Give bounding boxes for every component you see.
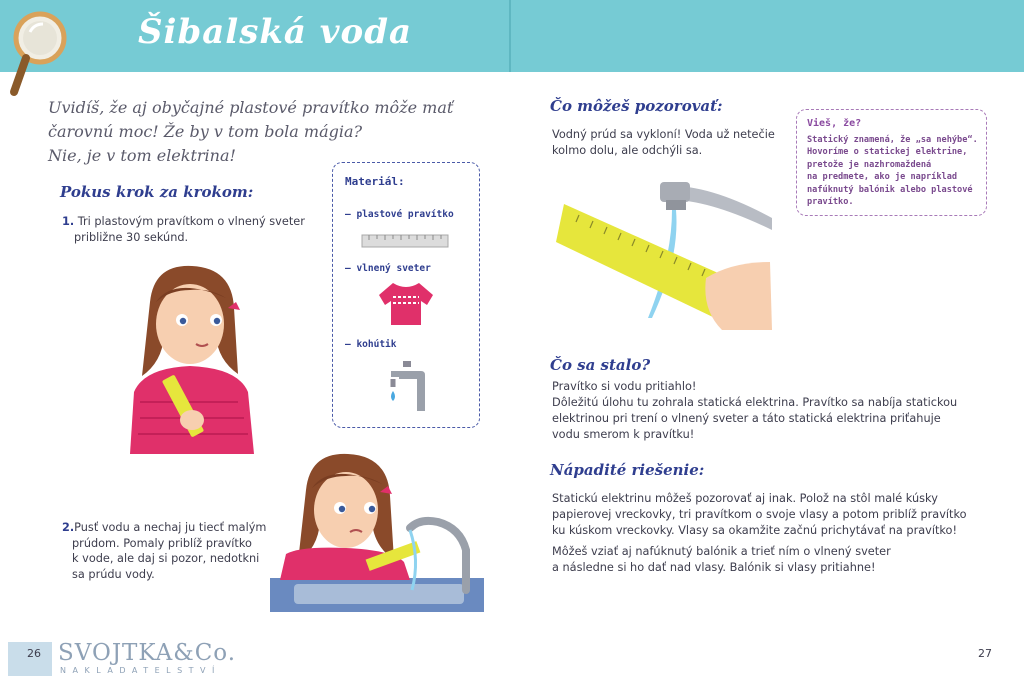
text-line: Pravítko si vodu pritiahlo! (552, 380, 697, 393)
intro-line: Uvidíš, že aj obyčajné plastové pravítko môže mať (48, 98, 454, 117)
text-line: Statický znamená, že „sa nehýbe“. (807, 135, 978, 145)
text-line: papierovej vreckovky, tri pravítkom o svoje vlasy a potom priblíž pravítko (552, 508, 967, 521)
materials-box (332, 162, 480, 428)
page-spine (509, 0, 511, 72)
text-line: ku kúskom vreckovky. Vlasy sa okamžite začnú prichytávať na pravítko! (552, 524, 957, 537)
did-you-know-title: Vieš, že? (807, 118, 862, 129)
intro-line: Nie, je v tom elektrina! (48, 146, 236, 165)
step-number: 1. (62, 215, 75, 228)
material-item: – kohútik (345, 339, 397, 350)
text-line: pretože je nazhromaždená (807, 159, 932, 170)
girl-at-sink-illustration (270, 450, 484, 612)
text-line: pravítko. (807, 197, 854, 208)
did-you-know-text (807, 134, 978, 208)
magnifier-icon (8, 6, 70, 102)
what-happened-text (552, 379, 957, 443)
text-line: Môžeš vziať aj nafúknutý balónik a trieť ním o vlnený sveter (552, 545, 891, 558)
step-2 (62, 520, 266, 582)
faucet-icon (385, 359, 429, 411)
step-1 (62, 214, 305, 245)
material-item: – vlnený sveter (345, 263, 431, 274)
page-number-right: 27 (978, 647, 992, 660)
text-line: vodu smerom k pravítku! (552, 428, 695, 441)
page-number-left: 26 (27, 647, 41, 660)
publisher-logo-subtitle: NAKLADATELSTVÍ (60, 666, 221, 675)
step-line: k vode, ale daj si pozor, nedotkni (72, 552, 260, 565)
text-line: a následne si ho dať nad vlasy. Balónik si vlasy pritiahne! (552, 561, 876, 574)
text-line: Statickú elektrinu môžeš pozorovať aj inak. Polož na stôl malé kúsky (552, 492, 938, 505)
step-line: približne 30 sekúnd. (74, 230, 189, 244)
step-line: Pusť vodu a nechaj ju tiecť malým (74, 521, 267, 534)
clever-solution-text (552, 491, 967, 539)
girl-rubbing-ruler-illustration (120, 262, 260, 454)
text-line: kolmo dolu, ale odchýli sa. (552, 144, 703, 157)
clever-solution-text-2 (552, 544, 891, 576)
step-number: 2. (62, 521, 75, 534)
text-line: Dôležitú úlohu tu zohrala statická elektrina. Pravítko sa nabíja statickou (552, 396, 958, 409)
what-happened-heading: Čo sa stalo? (550, 356, 651, 374)
ruler-icon (361, 233, 449, 249)
page-title: Šibalská voda (138, 12, 412, 52)
ruler-bending-water-illustration (556, 178, 776, 330)
experiment-heading: Pokus krok za krokom: (60, 183, 254, 201)
sweater-icon (375, 279, 437, 327)
step-line: sa prúdu vody. (72, 567, 155, 581)
did-you-know-box (796, 109, 987, 216)
text-line: elektrinou pri trení o vlnený sveter a táto statická elektrina priťahuje (552, 412, 941, 425)
step-line: Tri plastovým pravítkom o vlnený sveter (77, 215, 305, 228)
text-line: Hovoríme o statickej elektrine, (807, 147, 968, 158)
text-line: nafúknutý balónik alebo plastové (807, 184, 973, 195)
observe-heading: Čo môžeš pozorovať: (550, 97, 723, 115)
intro-line: čarovnú moc! Že by v tom bola mágia? (48, 122, 363, 141)
observe-text (552, 127, 775, 159)
text-line: Vodný prúd sa vykloní! Voda už netečie (552, 128, 775, 141)
step-line: prúdom. Pomaly priblíž pravítko (72, 536, 252, 550)
materials-title: Materiál: (345, 175, 405, 188)
text-line: na predmete, ako je napríklad (807, 172, 958, 183)
clever-solution-heading: Nápadité riešenie: (550, 461, 705, 479)
material-item: – plastové pravítko (345, 209, 454, 220)
publisher-logo-name: SVOJTKA&Co. (58, 640, 237, 666)
intro-text (48, 96, 468, 168)
